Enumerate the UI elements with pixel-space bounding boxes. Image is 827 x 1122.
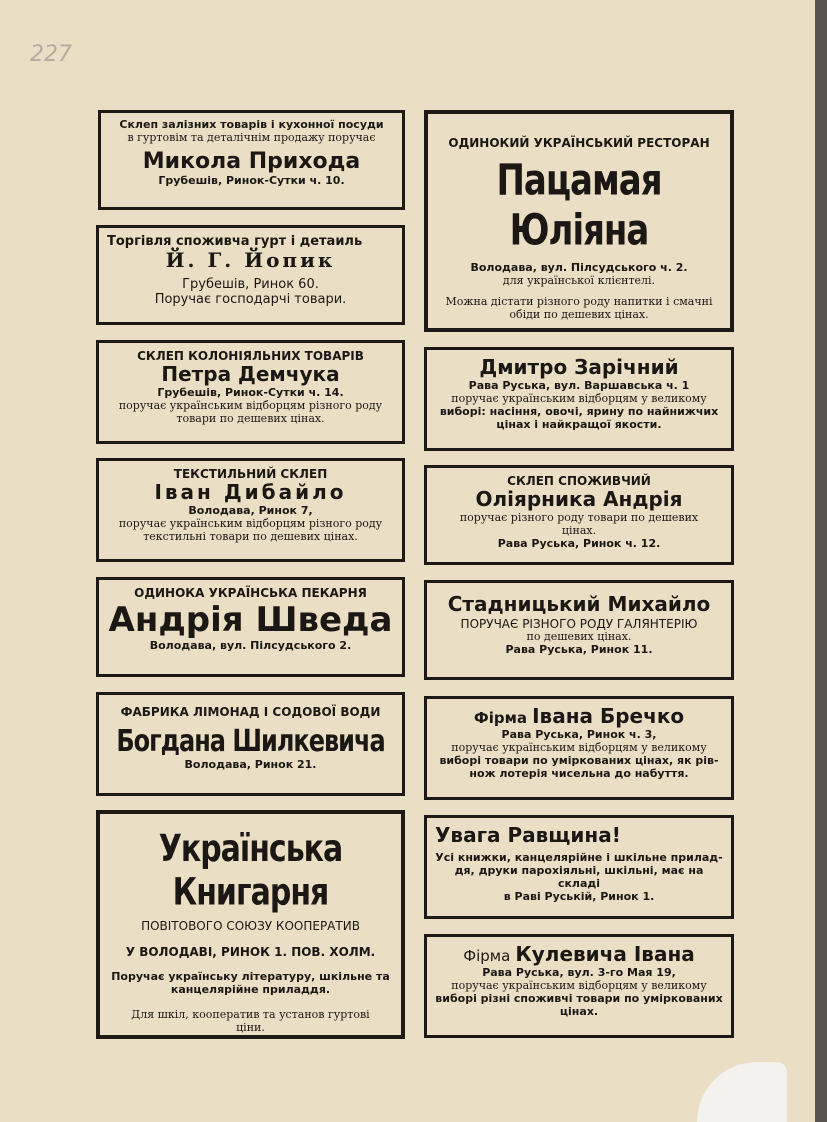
ad-line: виборі: насіння, овочі, ярину по найнижчих — [439, 404, 719, 418]
ad-address: Грубешів, Ринок 60. — [182, 276, 319, 292]
ad-line: виборі різні споживчі товари по уміркованих — [435, 991, 723, 1005]
ad-address: Рава Руська, Ринок ч. 3, — [501, 727, 657, 741]
ad-name: Івана Бречко — [532, 704, 685, 728]
ad-name: Українська Книгарня — [158, 827, 343, 916]
ad-line: поручає українським відборцям у великому — [451, 978, 707, 992]
ad-line: поручає українським відборцям різного роду — [118, 516, 383, 530]
ad-name: Андрія Шведа — [108, 600, 393, 641]
ad-line: нож лотерія чисельна до набуття. — [469, 766, 689, 780]
ad-line: Поручає господарчі товари. — [154, 292, 347, 308]
ad-line: Склеп залізних товарів і кухонної посуди — [119, 118, 384, 131]
ad-name: Дмитро Зарічний — [479, 355, 679, 379]
ad-demchuk — [96, 340, 405, 444]
ad-stadnytskyi — [424, 580, 734, 680]
ad-knyharnia — [96, 810, 405, 1039]
ad-line: СКЛЕП СПОЖИВЧИЙ — [507, 474, 651, 488]
ad-line: поручає різного роду товари по дешевих — [459, 510, 699, 524]
page-edge — [815, 0, 827, 1122]
ad-line: ФАБРИКА ЛІМОНАД І СОДОВОЇ ВОДИ — [120, 705, 381, 719]
ad-kulevych — [424, 934, 734, 1038]
ad-name: Увага Равщина! — [435, 823, 621, 847]
ad-shylkevych — [96, 692, 405, 796]
ad-address: Володава, вул. Пілсудського 2. — [149, 639, 352, 653]
ad-address: Рава Руська, вул. Варшавська ч. 1 — [468, 378, 690, 392]
ad-name: Стадницький Михайло — [447, 592, 711, 616]
ad-line: У ВОЛОДАВІ, РИНОК 1. ПОВ. ХОЛМ. — [125, 944, 376, 959]
ad-address: Рава Руська, Ринок 11. — [505, 642, 653, 656]
ad-line: цінах і найкращої якости. — [496, 417, 662, 431]
ad-line: обіди по дешевих цінах. — [509, 308, 649, 322]
ad-prefix: Фірма — [463, 947, 511, 965]
ad-line: Торгівля споживча гурт і детаиль — [107, 234, 363, 249]
ad-line: ТЕКСТИЛЬНИЙ СКЛЕП — [173, 467, 328, 481]
ad-line: цінах. — [559, 1004, 599, 1018]
ad-line: поручає українським відборцям у великому — [451, 391, 707, 405]
ad-address: Володава, вул. Пілсудського ч. 2. — [470, 261, 688, 275]
ad-name: Іван Дибайло — [154, 480, 347, 505]
ad-line: Поручає українську літературу, шкільне та — [111, 970, 390, 984]
ad-line: текстильні товари по дешевих цінах. — [143, 529, 358, 543]
ad-line: Можна дістати різного роду напитки і смачні — [445, 295, 713, 309]
ad-line: канцелярійне приладдя. — [170, 983, 331, 997]
ad-address: Володава, Ринок 21. — [184, 758, 317, 772]
ad-name: Петра Демчука — [161, 362, 340, 387]
ad-line: ОДИНОКИЙ УКРАЇНСЬКИЙ РЕСТОРАН — [448, 136, 710, 150]
ad-line: поручає українським відборцям різного роду — [118, 398, 383, 412]
ad-address: Рава Руська, Ринок ч. 12. — [497, 536, 661, 550]
ad-line: в Раві Руській, Ринок 1. — [503, 889, 655, 903]
ad-address: Рава Руська, вул. 3-го Мая 19, — [482, 965, 676, 979]
ad-line: поручає українським відборцям у великому — [451, 740, 707, 754]
ad-brechko — [424, 696, 734, 800]
ad-dybailo — [96, 458, 405, 562]
ad-name: Богдана Шилкевича — [116, 723, 385, 759]
ad-line: Усі книжки, канцелярійне і шкільне прилад- — [435, 850, 723, 864]
ad-line: СКЛЕП КОЛОНІЯЛЬНИХ ТОВАРІВ — [137, 349, 364, 363]
ad-name: Оліярника Андрія — [475, 487, 683, 512]
ad-restaurant — [424, 110, 734, 332]
ad-address: Грубешів, Ринок-Сутки ч. 14. — [157, 385, 344, 399]
ad-yopyk — [96, 225, 405, 325]
ad-line: ПОРУЧАЄ РІЗНОГО РОДУ ГАЛЯНТЕРІЮ — [460, 616, 698, 631]
ad-prefix: Фірма — [473, 709, 527, 727]
ad-line: ОДИНОКА УКРАЇНСЬКА ПЕКАРНЯ — [134, 586, 367, 600]
ad-line: ціни. — [236, 1021, 265, 1034]
ad-uvaha — [424, 815, 734, 919]
ad-line: в гуртовім та деталічнім продажу поручає — [127, 130, 376, 144]
ad-name: Микола Прихода — [142, 148, 361, 174]
ad-prykhoda — [98, 110, 405, 210]
ad-line: цінах. — [561, 523, 597, 537]
ad-address: Володава, Ринок 7, — [188, 503, 313, 517]
ad-name: Пацамая Юліяна — [496, 156, 662, 257]
ad-line: дя, друки парохіяльні, шкільні, має на складі — [454, 863, 704, 890]
ad-name: Кулевича Івана — [515, 942, 695, 966]
ad-line: виборі товари по уміркованих цінах, як рів- — [439, 753, 719, 767]
page-number: 227 — [30, 42, 72, 67]
ad-name: Й. Г. Йопик — [165, 248, 336, 273]
ad-address: Грубешів, Ринок-Сутки ч. 10. — [158, 173, 345, 187]
ad-line: для української клієнтелі. — [502, 274, 656, 288]
ad-line: товари по дешевих цінах. — [176, 411, 325, 425]
ad-line: по дешевих цінах. — [526, 629, 632, 643]
ad-line: Для шкіл, кооператив та установ гуртові — [131, 1008, 370, 1022]
ad-shved — [96, 577, 405, 677]
ad-oliiarnyk — [424, 465, 734, 565]
ad-zarichnyi — [424, 347, 734, 451]
ad-line: ПОВІТОВОГО СОЮЗУ КООПЕРАТИВ — [141, 918, 360, 933]
